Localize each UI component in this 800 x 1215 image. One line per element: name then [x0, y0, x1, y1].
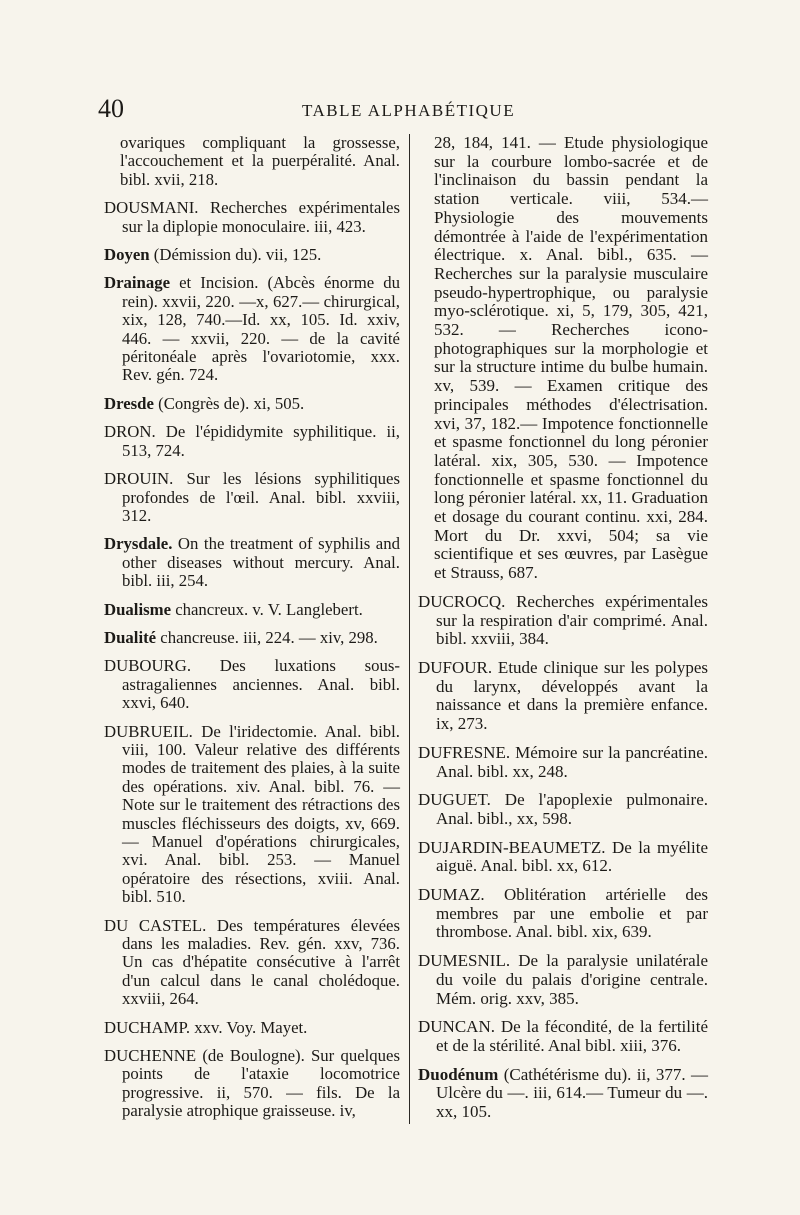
entry-headword: DRON.	[104, 422, 156, 442]
index-entry	[104, 1047, 400, 1121]
index-entry	[418, 791, 708, 828]
index-entry	[418, 1018, 708, 1055]
entry-headword: Drainage	[104, 273, 171, 293]
entry-text: ovariques compliquant la grossesse, l'accouchement et la puerpéralité. Anal. bibl. xvii, 218.	[120, 133, 400, 189]
entry-text: De la myélite aiguë. Anal. bibl. xx, 612.	[436, 837, 708, 876]
entry-text: xxv. Voy. Mayet.	[190, 1017, 308, 1037]
index-entry	[418, 593, 708, 649]
entry-text: (Cathétérisme du). ii, 377. —Ulcère du —. iii, 614.— Tumeur du —. xx, 105.	[436, 1064, 708, 1122]
index-entry	[104, 917, 400, 1009]
index-entry	[104, 601, 400, 619]
index-entry	[418, 952, 708, 1008]
entry-headword: DUGUET.	[418, 790, 491, 810]
entry-headword: DOUSMANI.	[104, 198, 199, 218]
entry-text: chancreux. v. V. Langlebert.	[171, 599, 363, 619]
entry-text: Recherches expérimentales sur la diplopie monoculaire. iii, 423.	[122, 198, 400, 236]
entry-text: Mémoire sur la pancréatine. Anal. bibl. xx, 248.	[436, 742, 708, 781]
entry-headword: DU CASTEL.	[104, 915, 207, 935]
entry-headword: DUCHENNE	[104, 1046, 197, 1066]
entry-text: De l'apoplexie pulmonaire. Anal. bibl., xx, 598.	[436, 790, 708, 828]
entry-text: Sur les lésions syphilitiques profondes de l'œil. Anal. bibl. xxviii, 312.	[122, 469, 400, 525]
entry-headword: DUCHAMP.	[104, 1017, 191, 1037]
index-entry	[104, 423, 400, 460]
entry-headword: DUMESNIL.	[418, 951, 511, 971]
index-entry	[104, 395, 400, 413]
entry-headword: DUJARDIN-BEAUMETZ.	[418, 837, 606, 857]
page-header	[96, 94, 706, 128]
entry-headword: DUCROCQ.	[418, 591, 506, 611]
entry-headword: DUFRESNE.	[418, 742, 511, 762]
entry-headword: DUNCAN.	[418, 1017, 495, 1037]
right-column	[418, 134, 708, 1132]
page-number: 40	[98, 94, 124, 123]
entry-headword: DROUIN.	[104, 469, 174, 489]
entry-headword: Duodénum	[418, 1064, 499, 1084]
index-entry	[418, 1066, 708, 1122]
index-entry	[418, 744, 708, 781]
index-entry	[104, 723, 400, 907]
entry-headword: DUBOURG.	[104, 656, 192, 676]
entry-headword: Dualisme	[104, 599, 171, 619]
entry-text: Etude clinique sur les polypes du larynx, développés avant la naissance et dans la première enfance. ix, 273.	[436, 657, 708, 734]
entry-text: (de Boulogne). Sur quelques points de l'ataxie locomotrice progressive. ii, 570. — fils. De la paralysie atrophique graisseuse. iv,	[122, 1046, 400, 1121]
running-title: TABLE ALPHABÉTIQUE	[302, 101, 516, 120]
index-entry	[418, 659, 708, 734]
entry-headword: Dresde	[104, 393, 154, 413]
entry-text: Des températures élevées dans les maladies. Rev. gén. xxv, 736. Un cas d'hépatite consécutive à l'arrêt d'un calcul dans le canal cholédoque. xxviii, 264.	[122, 915, 400, 1009]
entry-text: Oblitération artérielle des membres par une embolie et par thrombose. Anal. bibl. xix, 639.	[436, 885, 708, 942]
index-entry	[104, 470, 400, 525]
left-column	[104, 134, 400, 1131]
index-entry	[104, 199, 400, 236]
entry-text: De la fécondité, de la fertilité et de la stérilité. Anal bibl. xiii, 376.	[436, 1017, 708, 1055]
index-entry	[104, 134, 400, 189]
index-entry	[418, 134, 708, 583]
entry-text: 28, 184, 141. — Etude physiologique sur la courbure lombo-sacrée et de l'inclinaison du bassin pendant la station verticale. viii, 534.— Physiologie des mouvements démontrée à l'aide de l'expérimentation électrique. x. Anal. bibl., 635. — Recherches sur la paralysie musculaire pseudo-hypertrophique, ou paralysie myo-sclérotique. xi, 5, 179, 305, 421, 532. — Recherches icono-photographiques sur la morphologie et sur la structure intime du bulbe humain. xv, 539. — Examen critique des principales méthodes d'électrisation. xvi, 37, 182.— Impotence fonctionnelle et spasme fonctionnel du long péronier latéral. xix, 305, 530. — Impotence fonctionnelle et spasme fonctionnel du long péronier latéral. xx, 11. Graduation et dosage du courant continu. xxi, 284. Mort du Dr. xxvi, 504; sa vie scientifique et ses œuvres, par Lasègue et Strauss, 687.	[434, 133, 708, 583]
entry-text: De l'épididymite syphilitique. ii, 513, 724.	[122, 422, 400, 460]
entry-text: De la paralysie unilatérale du voile du palais d'origine centrale. Mém. orig. xxv, 385.	[436, 951, 708, 1008]
entry-headword: DUMAZ.	[418, 885, 485, 905]
entry-text: Des luxations sous-astragaliennes anciennes. Anal. bibl. xxvi, 640.	[122, 656, 400, 713]
index-entry	[418, 886, 708, 942]
index-entry	[104, 1019, 400, 1037]
entry-text: et Incision. (Abcès énorme du rein). xxvii, 220. —x, 627.— chirurgical, xix, 128, 740.—Id. xx, 105. Id. xxiv, 446. — xxvii, 220. — de la cavité péritonéale après l'ovariotomie, xxx. Rev. gén. 724.	[122, 273, 400, 385]
entry-headword: Dualité	[104, 627, 157, 647]
entry-text: Recherches expérimentales sur la respiration d'air comprimé. Anal. bibl. xxviii, 384.	[436, 591, 708, 649]
entry-headword: Drysdale.	[104, 534, 173, 554]
entry-text: (Démission du). vii, 125.	[149, 245, 322, 265]
index-entry	[104, 535, 400, 590]
entry-text: (Congrès de). xi, 505.	[153, 393, 305, 413]
index-entry	[418, 839, 708, 876]
index-entry	[104, 246, 400, 264]
entry-headword: DUFOUR.	[418, 657, 493, 677]
index-entry	[104, 657, 400, 712]
index-entry	[104, 274, 400, 384]
entry-text: De l'iridectomie. Anal. bibl. viii, 100. Valeur relative des différents modes de traitement des plaies, à la suite des opérations. xiv. Anal. bibl. 76. — Note sur le traitement des rétractions des muscles fléchisseurs des doigts, xv, 669. — Manuel d'opérations chirurgicales, xvi. Anal. bibl. 253. — Manuel opératoire des résections, xviii. Anal. bibl. 510.	[122, 721, 400, 907]
entry-headword: Doyen	[104, 245, 150, 265]
column-divider	[409, 134, 410, 1124]
entry-text: chancreuse. iii, 224. — xiv, 298.	[156, 627, 378, 647]
entry-text: On the treatment of syphilis and other diseases without mercury. Anal. bibl. iii, 254.	[122, 534, 400, 591]
entry-headword: DUBRUEIL.	[104, 721, 193, 741]
index-entry	[104, 629, 400, 647]
